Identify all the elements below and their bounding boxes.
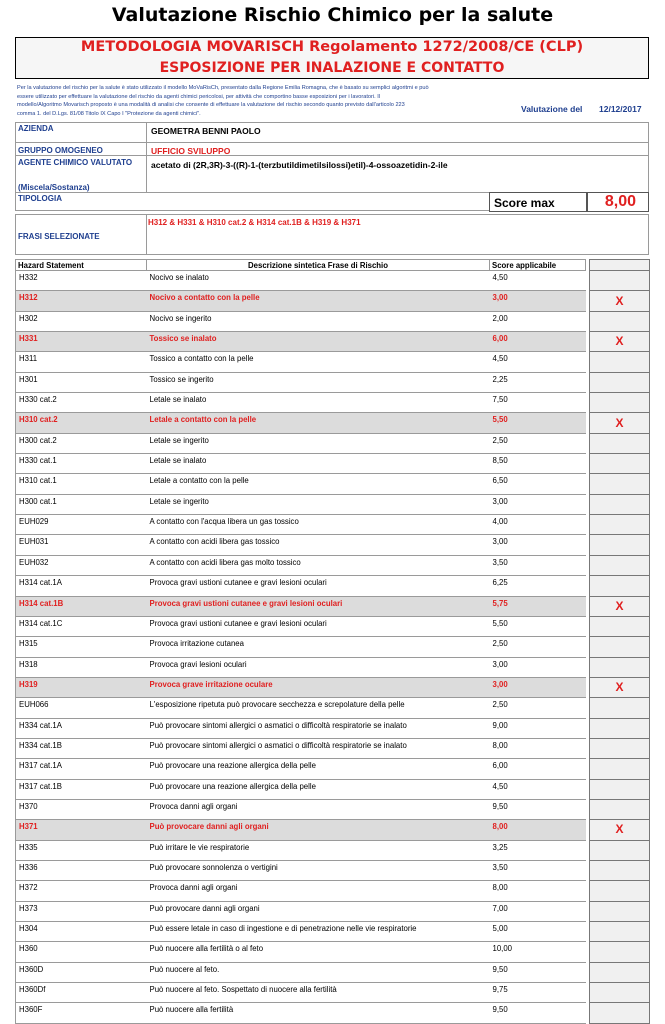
hazard-score: 5,50 — [490, 413, 586, 433]
hazard-code: H370 — [16, 799, 147, 819]
selection-mark — [590, 454, 650, 474]
azienda-label: AZIENDA — [18, 124, 54, 133]
selection-mark — [590, 922, 650, 942]
hazard-description: Provoca gravi ustioni cutanee e gravi lesioni oculari — [147, 616, 490, 636]
hazard-code: H302 — [16, 311, 147, 331]
table-row — [16, 881, 650, 901]
hazard-description: Letale se inalato — [147, 454, 490, 474]
hazard-code: H317 cat.1B — [16, 779, 147, 799]
hazard-code: H300 cat.1 — [16, 494, 147, 514]
table-row — [16, 494, 650, 514]
hazard-code: H360 — [16, 942, 147, 962]
selection-mark: X — [590, 596, 650, 616]
hazard-code: H315 — [16, 637, 147, 657]
selection-mark — [590, 311, 650, 331]
hazard-code: H314 cat.1B — [16, 596, 147, 616]
hazard-score: 9,75 — [490, 983, 586, 1003]
hazard-description: Provoca danni agli organi — [147, 881, 490, 901]
divider — [15, 142, 649, 143]
table-row — [16, 901, 650, 921]
hazard-description: Può provocare danni agli organi — [147, 820, 490, 840]
table-row — [16, 962, 650, 982]
table-row — [16, 372, 650, 392]
divider — [15, 155, 649, 156]
selection-mark — [590, 393, 650, 413]
hazard-code: H311 — [16, 352, 147, 372]
hazard-description: Può provocare sonnolenza o vertigini — [147, 860, 490, 880]
hazard-code: H317 cat.1A — [16, 759, 147, 779]
table-row — [16, 596, 650, 616]
table-row — [16, 820, 650, 840]
hazard-code: H334 cat.1A — [16, 718, 147, 738]
hazard-description: Nocivo se ingerito — [147, 311, 490, 331]
agente-sub-label: (Miscela/Sostanza) — [18, 183, 90, 192]
hazard-score: 9,50 — [490, 1003, 586, 1023]
methodology-title: METODOLOGIA MOVARISCH Regolamento 1272/2008/CE (CLP) — [80, 39, 584, 55]
score-max-label-box — [489, 192, 587, 212]
selection-mark — [590, 372, 650, 392]
hazard-score: 5,75 — [490, 596, 586, 616]
selection-mark: X — [590, 332, 650, 352]
hazard-code: EUH031 — [16, 535, 147, 555]
hazard-score: 4,50 — [490, 271, 586, 291]
table-row — [16, 454, 650, 474]
evaluation-date: 12/12/2017 — [599, 104, 642, 114]
agente-value: acetato di (2R,3R)-3-((R)-1-(terzbutildimetilsilossi)etil)-4-ossoazetidin-2-ile — [151, 160, 448, 170]
table-row — [16, 698, 650, 718]
hazard-code: H330 cat.2 — [16, 393, 147, 413]
hazard-code: H336 — [16, 860, 147, 880]
hazard-description: Può provocare sintomi allergici o asmatici o difficoltà respiratorie se inalato — [147, 718, 490, 738]
table-row — [16, 677, 650, 697]
selection-mark — [590, 840, 650, 860]
hazard-description: Può provocare una reazione allergica della pelle — [147, 759, 490, 779]
evaluation-label: Valutazione del — [521, 104, 583, 114]
hazard-code: EUH029 — [16, 515, 147, 535]
hazard-description: Può nuocere al feto. — [147, 962, 490, 982]
table-row — [16, 332, 650, 352]
table-row — [16, 779, 650, 799]
table-row — [16, 983, 650, 1003]
table-row — [16, 576, 650, 596]
hazard-description: Provoca gravi ustioni cutanee e gravi lesioni oculari — [147, 576, 490, 596]
hazard-code: H332 — [16, 271, 147, 291]
selection-mark — [590, 555, 650, 575]
hazard-description: Letale se ingerito — [147, 433, 490, 453]
table-row — [16, 637, 650, 657]
hazard-score: 2,50 — [490, 698, 586, 718]
hazard-description: Può provocare sintomi allergici o asmatici o difficoltà respiratorie se inalato — [147, 738, 490, 758]
selection-mark: X — [590, 820, 650, 840]
hazard-code: H319 — [16, 677, 147, 697]
hazard-code: H335 — [16, 840, 147, 860]
hazard-code: H360D — [16, 962, 147, 982]
hazard-code: H310 cat.1 — [16, 474, 147, 494]
hazard-score: 3,25 — [490, 840, 586, 860]
hazard-score: 2,00 — [490, 311, 586, 331]
header-score: Score applicabile — [490, 260, 586, 271]
hazard-description: Letale a contatto con la pelle — [147, 474, 490, 494]
hazard-code: H318 — [16, 657, 147, 677]
selection-mark — [590, 637, 650, 657]
hazard-score: 9,50 — [490, 962, 586, 982]
selection-mark — [590, 779, 650, 799]
hazard-score: 4,00 — [490, 515, 586, 535]
selection-mark — [590, 271, 650, 291]
score-max-label: Score max — [494, 196, 555, 210]
hazard-description: A contatto con l'acqua libera un gas tossico — [147, 515, 490, 535]
table-row — [16, 759, 650, 779]
hazard-score: 2,50 — [490, 433, 586, 453]
divider — [15, 122, 649, 123]
hazard-description: Letale se inalato — [147, 393, 490, 413]
header-hazard: Hazard Statement — [16, 260, 147, 271]
selection-mark — [590, 983, 650, 1003]
hazard-description: Può nuocere al feto. Sospettato di nuocere alla fertilità — [147, 983, 490, 1003]
selection-mark — [590, 881, 650, 901]
page-title: Valutazione Rischio Chimico per la salute — [111, 4, 554, 26]
selection-mark — [590, 799, 650, 819]
hazard-description: Può provocare danni agli organi — [147, 901, 490, 921]
intro-line: comma 1. del D.Lgs. 81/08 Titolo IX Capo I "Protezione da agenti chimici". — [17, 110, 201, 117]
gruppo-value: UFFICIO SVILUPPO — [151, 146, 231, 156]
table-row — [16, 840, 650, 860]
hazard-score: 10,00 — [490, 942, 586, 962]
hazard-description: A contatto con acidi libera gas tossico — [147, 535, 490, 555]
hazard-description: Letale a contatto con la pelle — [147, 413, 490, 433]
hazard-score: 8,00 — [490, 881, 586, 901]
selection-mark — [590, 718, 650, 738]
hazard-code: H314 cat.1A — [16, 576, 147, 596]
hazard-code: H372 — [16, 881, 147, 901]
hazard-description: Provoca danni agli organi — [147, 799, 490, 819]
hazard-score: 3,00 — [490, 535, 586, 555]
table-row — [16, 515, 650, 535]
hazard-score: 9,00 — [490, 718, 586, 738]
hazard-code: H314 cat.1C — [16, 616, 147, 636]
hazard-score: 4,50 — [490, 779, 586, 799]
hazard-code: H360Df — [16, 983, 147, 1003]
table-row — [16, 718, 650, 738]
hazard-score: 2,25 — [490, 372, 586, 392]
table-row — [16, 860, 650, 880]
selection-mark — [590, 576, 650, 596]
hazard-description: Letale se ingerito — [147, 494, 490, 514]
hazard-score: 3,00 — [490, 657, 586, 677]
table-row — [16, 799, 650, 819]
hazard-score: 8,00 — [490, 738, 586, 758]
hazard-code: H300 cat.2 — [16, 433, 147, 453]
hazard-score: 6,50 — [490, 474, 586, 494]
selection-mark — [590, 515, 650, 535]
selection-mark — [590, 616, 650, 636]
hazard-code: H304 — [16, 922, 147, 942]
hazard-code: H310 cat.2 — [16, 413, 147, 433]
selection-mark — [590, 860, 650, 880]
hazard-description: Può essere letale in caso di ingestione e di penetrazione nelle vie respiratorie — [147, 922, 490, 942]
hazard-description: Provoca gravi lesioni oculari — [147, 657, 490, 677]
selection-mark — [590, 901, 650, 921]
hazard-code: H334 cat.1B — [16, 738, 147, 758]
table-row — [16, 942, 650, 962]
table-row — [16, 311, 650, 331]
hazard-description: Provoca gravi ustioni cutanee e gravi lesioni oculari — [147, 596, 490, 616]
hazard-score: 9,50 — [490, 799, 586, 819]
selection-mark — [590, 942, 650, 962]
table-row — [16, 738, 650, 758]
selection-mark — [590, 494, 650, 514]
table-row — [16, 555, 650, 575]
intro-line: essere utilizzato per effettuare la valutazione del rischio da agenti chimici pericolosi, per attività che comportino basse esposizioni per i lavoratori. Il — [17, 93, 381, 100]
hazard-score: 7,50 — [490, 393, 586, 413]
hazard-score: 5,00 — [490, 922, 586, 942]
intro-line: modello/Algoritmo Movarisch proposto è una modalità di analisi che consente di effettuare la valutazione del rischio secondo quanto previsto dall'articolo 223 — [17, 102, 405, 109]
hazard-score: 2,50 — [490, 637, 586, 657]
hazard-code: H373 — [16, 901, 147, 921]
hazard-score: 3,00 — [490, 677, 586, 697]
header-mark — [590, 260, 650, 271]
divider — [146, 122, 147, 192]
exposure-subtitle: ESPOSIZIONE PER INALAZIONE E CONTATTO — [159, 60, 505, 76]
hazard-code: H371 — [16, 820, 147, 840]
hazard-score: 3,00 — [490, 494, 586, 514]
hazard-code: H360F — [16, 1003, 147, 1023]
hazard-score: 3,50 — [490, 860, 586, 880]
table-row — [16, 271, 650, 291]
hazard-score: 6,00 — [490, 759, 586, 779]
hazard-description: Nocivo se inalato — [147, 271, 490, 291]
hazard-description: Nocivo a contatto con la pelle — [147, 291, 490, 311]
score-max-value: 8,00 — [604, 193, 636, 210]
azienda-value: GEOMETRA BENNI PAOLO — [151, 126, 261, 136]
divider — [146, 214, 147, 255]
table-row — [16, 433, 650, 453]
hazard-description: Può irritare le vie respiratorie — [147, 840, 490, 860]
selection-mark — [590, 1003, 650, 1023]
table-row — [16, 352, 650, 372]
intro-text — [17, 84, 487, 118]
hazard-code: H331 — [16, 332, 147, 352]
selection-mark — [590, 535, 650, 555]
hazard-score: 8,50 — [490, 454, 586, 474]
hazard-score: 8,00 — [490, 820, 586, 840]
table-row — [16, 1003, 650, 1023]
agente-label: AGENTE CHIMICO VALUTATO — [18, 158, 133, 167]
selection-mark — [590, 738, 650, 758]
methodology-banner — [15, 37, 649, 79]
table-row — [16, 291, 650, 311]
selection-mark — [590, 474, 650, 494]
selection-mark: X — [590, 413, 650, 433]
intro-line: Per la valutazione del rischio per la salute è stato utilizzato il modello MoVaRisCh, presentato dalla Regione Emilia Romagna, che è basato su semplici algoritmi e può — [17, 85, 429, 91]
hazard-score: 4,50 — [490, 352, 586, 372]
hazard-description: Tossico se ingerito — [147, 372, 490, 392]
selection-mark — [590, 657, 650, 677]
table-row — [16, 616, 650, 636]
header-description: Descrizione sintetica Frase di Rischio — [147, 260, 490, 271]
selection-mark — [590, 698, 650, 718]
table-row — [16, 657, 650, 677]
frasi-label: FRASI SELEZIONATE — [18, 232, 100, 241]
hazard-description: A contatto con acidi libera gas molto tossico — [147, 555, 490, 575]
hazard-description: Tossico se inalato — [147, 332, 490, 352]
table-row — [16, 922, 650, 942]
selection-mark — [590, 962, 650, 982]
table-row — [16, 474, 650, 494]
hazard-score: 3,00 — [490, 291, 586, 311]
selection-mark — [590, 759, 650, 779]
hazard-description: Provoca irritazione cutanea — [147, 637, 490, 657]
hazard-description: Può nuocere alla fertilità o al feto — [147, 942, 490, 962]
selection-mark: X — [590, 677, 650, 697]
hazard-score: 6,25 — [490, 576, 586, 596]
hazard-description: Può nuocere alla fertilità — [147, 1003, 490, 1023]
hazard-code: EUH032 — [16, 555, 147, 575]
hazard-description: Può provocare una reazione allergica della pelle — [147, 779, 490, 799]
hazard-score: 6,00 — [490, 332, 586, 352]
hazard-score: 7,00 — [490, 901, 586, 921]
tipologia-label: TIPOLOGIA — [18, 194, 62, 203]
hazard-description: L'esposizione ripetuta può provocare secchezza e screpolature della pelle — [147, 698, 490, 718]
selection-mark — [590, 433, 650, 453]
hazard-score: 5,50 — [490, 616, 586, 636]
hazard-code: H330 cat.1 — [16, 454, 147, 474]
hazard-code: H312 — [16, 291, 147, 311]
hazard-table — [15, 259, 650, 1024]
gruppo-label: GRUPPO OMOGENEO — [18, 146, 103, 155]
hazard-score: 3,50 — [490, 555, 586, 575]
selection-mark — [590, 352, 650, 372]
hazard-description: Tossico a contatto con la pelle — [147, 352, 490, 372]
hazard-code: H301 — [16, 372, 147, 392]
score-max-value-box — [587, 192, 649, 212]
table-row — [16, 413, 650, 433]
frasi-value: H312 & H331 & H310 cat.2 & H314 cat.1B & H319 & H371 — [148, 218, 361, 227]
hazard-code: EUH066 — [16, 698, 147, 718]
table-row — [16, 535, 650, 555]
selection-mark: X — [590, 291, 650, 311]
hazard-description: Provoca grave irritazione oculare — [147, 677, 490, 697]
table-row — [16, 393, 650, 413]
